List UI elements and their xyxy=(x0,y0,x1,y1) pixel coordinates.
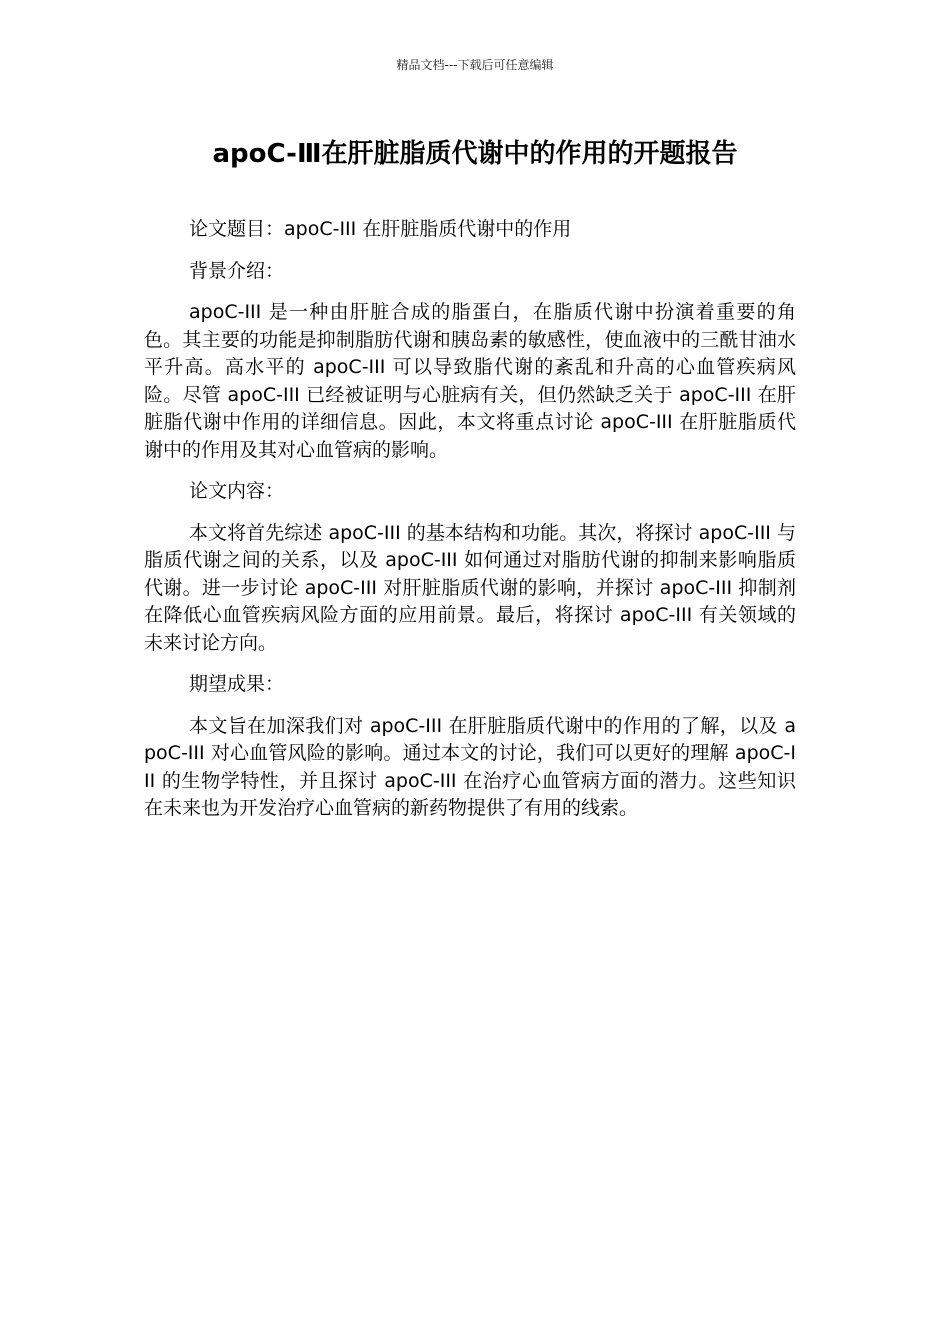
document-body xyxy=(144,216,796,837)
content-paragraph: 本文将首先综述 apoC-III 的基本结构和功能。其次，将探讨 apoC-III 与脂质代谢之间的关系，以及 apoC-III 如何通过对脂肪代谢的抑制来影响脂质代谢。进一步讨论 apoC-III 对肝脏脂质代谢的影响，并探讨 apoC-III 抑制剂在降低心血管疾病风险方面的应用前景。最后，将探讨 apoC-III 有关领域的未来讨论方向。 xyxy=(144,521,796,654)
background-paragraph: apoC-III 是一种由肝脏合成的脂蛋白，在脂质代谢中扮演着重要的角色。其主要的功能是抑制脂肪代谢和胰岛素的敏感性，使血液中的三酰甘油水平升高。高水平的 apoC-III 可以导致脂代谢的紊乱和升高的心血管疾病风险。尽管 apoC-III 已经被证明与心脏病有关，但仍然缺乏关于 apoC-III 在肝脏脂代谢中作用的详细信息。因此，本文将重点讨论 apoC-III 在肝脏脂质代谢中的作用及其对心血管病的影响。 xyxy=(144,301,796,461)
background-heading: 背景介绍： xyxy=(189,259,285,282)
page-header: 精品文档---下载后可任意编辑 xyxy=(396,58,554,72)
document-title: apoC-Ⅲ在肝脏脂质代谢中的作用的开题报告 xyxy=(212,139,738,169)
content-heading: 论文内容： xyxy=(189,480,285,502)
outcome-heading: 期望成果： xyxy=(189,673,285,695)
topic-line: 论文题目：apoC-III 在肝脏脂质代谢中的作用 xyxy=(189,218,572,240)
outcome-paragraph: 本文旨在加深我们对 apoC-III 在肝脏脂质代谢中的作用的了解，以及 apoC-III 对心血管风险的影响。通过本文的讨论，我们可以更好的理解 apoC-III 的生物学特性，并且探讨 apoC-III 在治疗心血管病方面的潜力。这些知识在未来也为开发治疗心血管病的新药物提供了有用的线索。 xyxy=(144,714,796,819)
